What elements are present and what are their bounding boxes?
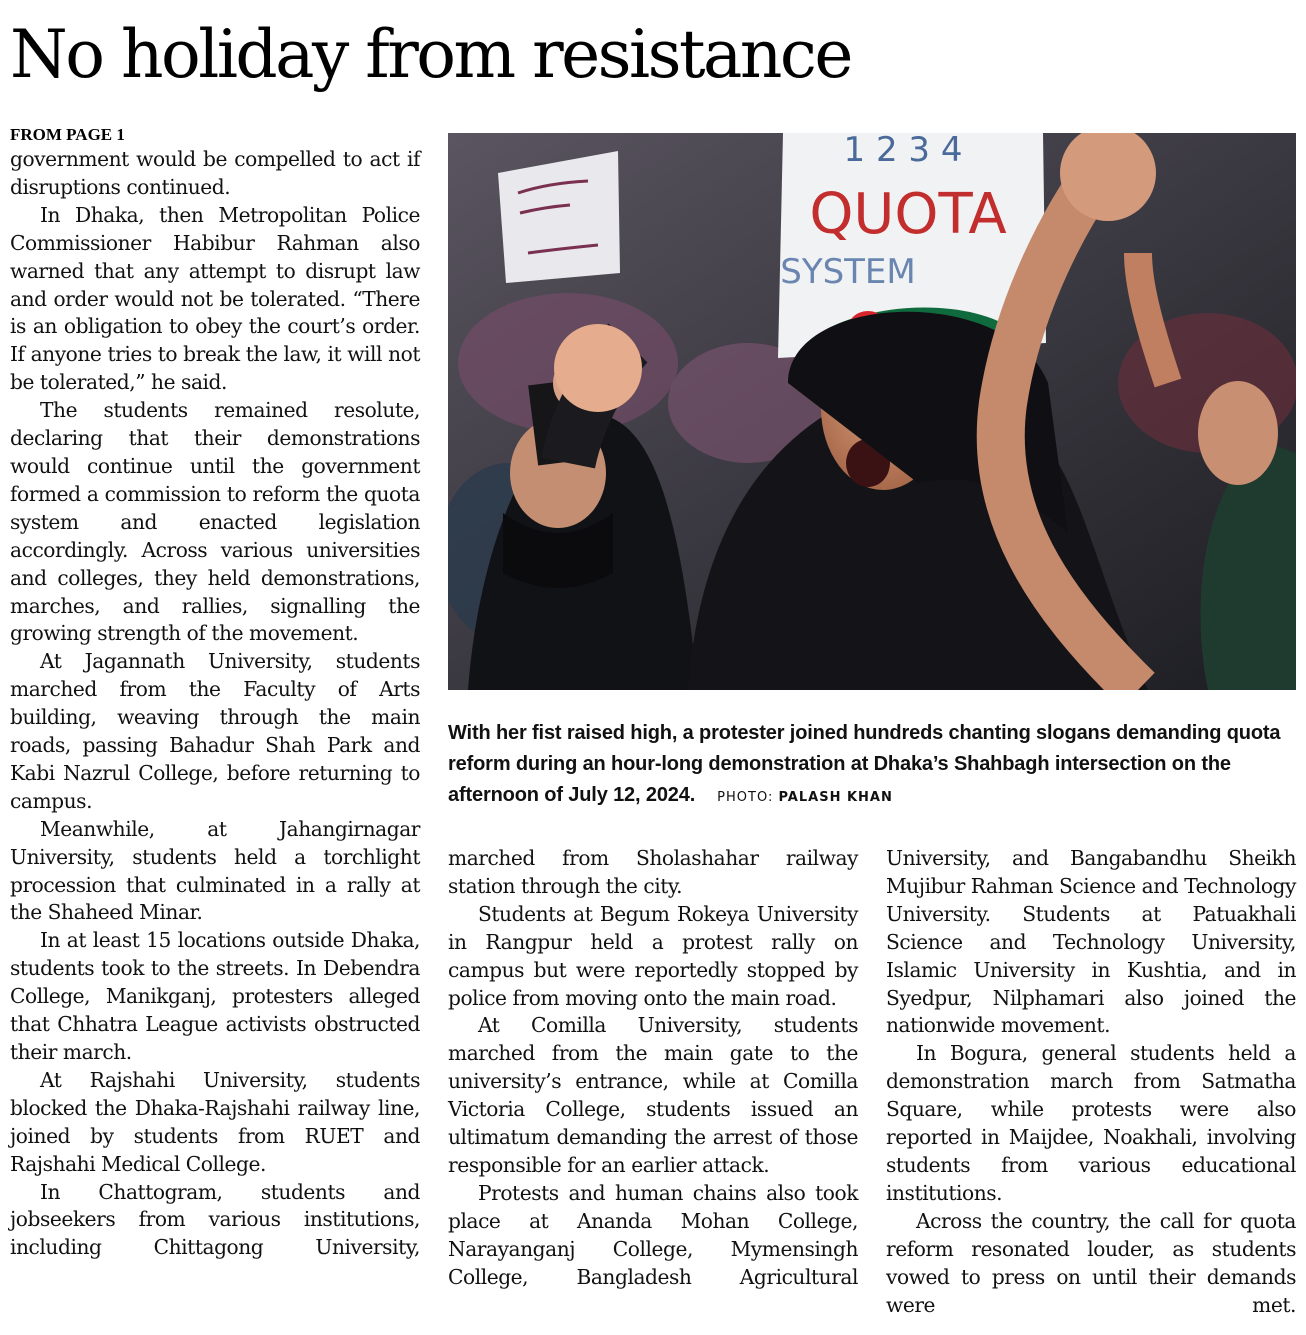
paragraph: Across the country, the call for quota reform resonated louder, as students vowed to press on until their demands were met. [886, 1208, 1296, 1317]
paragraph: marched from Sholashahar railway station through the city. [448, 846, 858, 898]
article-column-1 [10, 146, 420, 1262]
paragraph: At Comilla University, students marched from the main gate to the university’s entrance, while at Comilla Victoria College, students issued an ultimatum demanding the arrest of those responsible for an earlier attack. [448, 1013, 858, 1177]
caption-text: With her fist raised high, a protester joined hundreds chanting slogans demanding quota reform during an hour-long demonstration at Dhaka’s Shahbagh intersection on the afternoon of July 12, 2024. [448, 722, 1281, 806]
article-column-3 [886, 845, 1296, 1319]
paragraph: Protests and human chains also took place at Ananda Mohan College, Narayanganj College, Mymensingh College, Bangladesh Agricultural [448, 1180, 858, 1289]
headline: No holiday from resistance [10, 16, 851, 93]
paragraph: Students at Begum Rokeya University in Rangpur held a protest rally on campus but were reportedly stopped by police from moving onto the main road. [448, 901, 858, 1010]
placard-small [498, 151, 620, 283]
paragraph: In Bogura, general students held a demonstration march from Satmatha Square, while protests were also reported in Maijdee, Noakhali, involving students from various educational institutions. [886, 1041, 1296, 1205]
paragraph: At Rajshahi University, students blocked the Dhaka-Rajshahi railway line, joined by students from RUET and Rajshahi Medical College. [10, 1067, 420, 1176]
photo-credit-name: PALASH KHAN [778, 790, 893, 805]
svg-text:1 2 3 4: 1 2 3 4 [843, 133, 963, 170]
svg-text:SYSTEM: SYSTEM [780, 252, 916, 292]
paragraph: government would be compelled to act if disruptions continued. [10, 147, 420, 199]
article-column-2 [448, 845, 858, 1292]
photo-credit-label: PHOTO: [717, 790, 774, 805]
paragraph: In Dhaka, then Metropolitan Police Commissioner Habibur Rahman also warned that any attempt to disrupt law and order would not be tolerated. “There is an obligation to obey the court’s order. If anyone tries to break the law, it will not be tolerated,” he said. [10, 202, 420, 395]
paragraph: At Jagannath University, students marched from the Faculty of Arts building, weaving through the main roads, passing Bahadur Shah Park and Kabi Nazrul College, before returning to campus. [10, 649, 420, 813]
paragraph: In Chattogram, students and jobseekers from various institutions, including Chittagong University, [10, 1179, 420, 1260]
paragraph: In at least 15 locations outside Dhaka, students took to the streets. In Debendra College, Manikganj, protesters alleged that Chhatra League activists obstructed their march. [10, 928, 420, 1064]
continued-from-label: FROM PAGE 1 [10, 125, 125, 144]
paragraph: The students remained resolute, declaring that their demonstrations would continue until the government formed a commission to reform the quota system and enacted legislation accordingly. Across various universities and colleges, they held demonstrations, marches, and rallies, signalling the growing strength of the movement. [10, 398, 420, 646]
news-photo [448, 133, 1296, 690]
photo-caption [448, 718, 1303, 813]
paragraph: Meanwhile, at Jahangirnagar University, students held a torchlight procession that culminated in a rally at the Shaheed Minar. [10, 816, 420, 925]
photo-credit [717, 790, 893, 805]
svg-text:QUOTA: QUOTA [809, 182, 1007, 247]
paragraph: University, and Bangabandhu Sheikh Mujibur Rahman Science and Technology University. Students at Patuakhali Science and Technology University, Islamic University in Kushtia, and in Syedpur, Nilphamari also joined the nationwide movement. [886, 846, 1296, 1038]
